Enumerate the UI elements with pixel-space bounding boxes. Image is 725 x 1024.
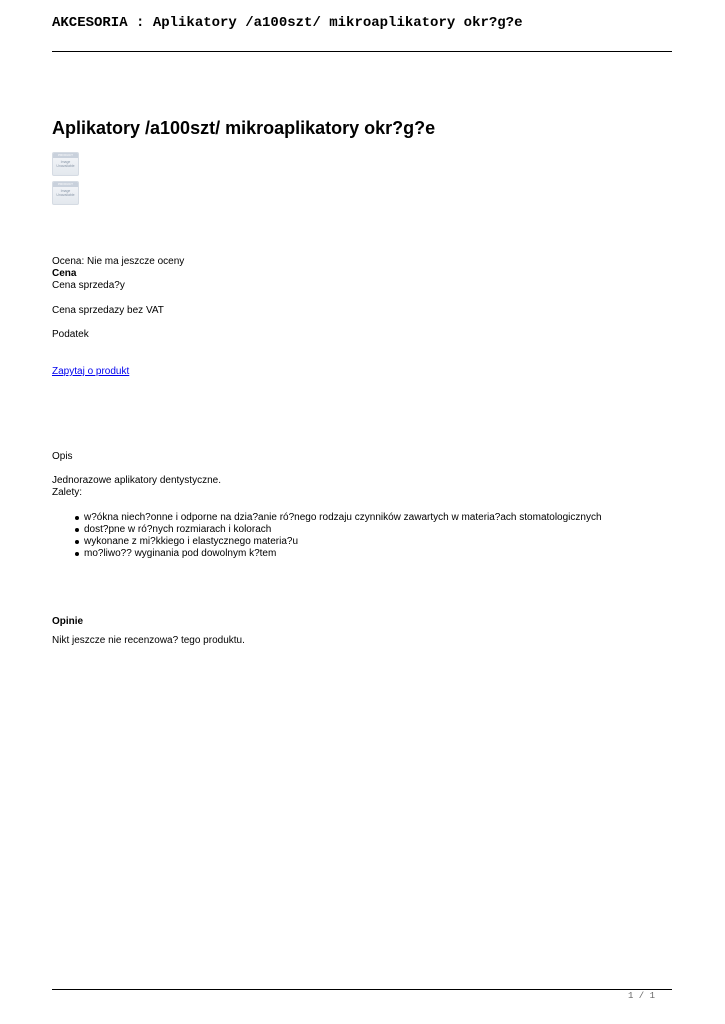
sale-price-label: Cena sprzeda?y — [52, 280, 125, 291]
advantages-label: Zalety: — [52, 487, 83, 498]
placeholder-line-2: Unavailable — [56, 164, 75, 168]
list-item: dost?pne w ró?nych rozmiarach i kolorach — [84, 524, 602, 536]
reviews-text: Nikt jeszcze nie recenzowa? tego produktu. — [52, 635, 245, 646]
list-item: wykonane z mi?kkiego i elastycznego materia?u — [84, 536, 602, 548]
description-intro: Jednorazowe aplikatory dentystyczne. — [52, 475, 221, 486]
list-item: mo?liwo?? wyginania pod dowolnym k?tem — [84, 548, 602, 560]
rating-text: Ocena: Nie ma jeszcze oceny — [52, 256, 185, 267]
product-title: Aplikatory /a100szt/ mikroaplikatory okr?g?e — [52, 118, 436, 138]
placeholder-line-2: Unavailable — [56, 193, 75, 197]
product-image-placeholder[interactable] — [52, 152, 79, 176]
placeholder-band-text: PRODUCT — [53, 182, 78, 187]
placeholder-line-1: Image — [60, 160, 71, 164]
placeholder-line-1: Image — [60, 189, 71, 193]
tax-label: Podatek — [52, 329, 89, 340]
description-heading: Opis — [52, 451, 73, 462]
price-heading: Cena — [52, 268, 77, 279]
features-list — [52, 512, 602, 560]
footer-divider — [52, 989, 672, 990]
reviews-heading: Opinie — [52, 616, 84, 627]
header-divider — [52, 51, 672, 52]
product-image-placeholder[interactable] — [52, 181, 79, 205]
page-number: 1 / 1 — [627, 991, 655, 1001]
placeholder-band-text: PRODUCT — [53, 153, 78, 158]
list-item: w?ókna niech?onne i odporne na dzia?anie ró?nego rodzaju czynników zawartych w materia?ach stomatologicznych — [84, 512, 602, 523]
document-header-title: AKCESORIA : Aplikatory /a100szt/ mikroaplikatory okr?g?e — [52, 15, 523, 31]
net-price-label: Cena sprzedazy bez VAT — [52, 305, 164, 316]
ask-about-product-link[interactable]: Zapytaj o produkt — [52, 366, 130, 377]
